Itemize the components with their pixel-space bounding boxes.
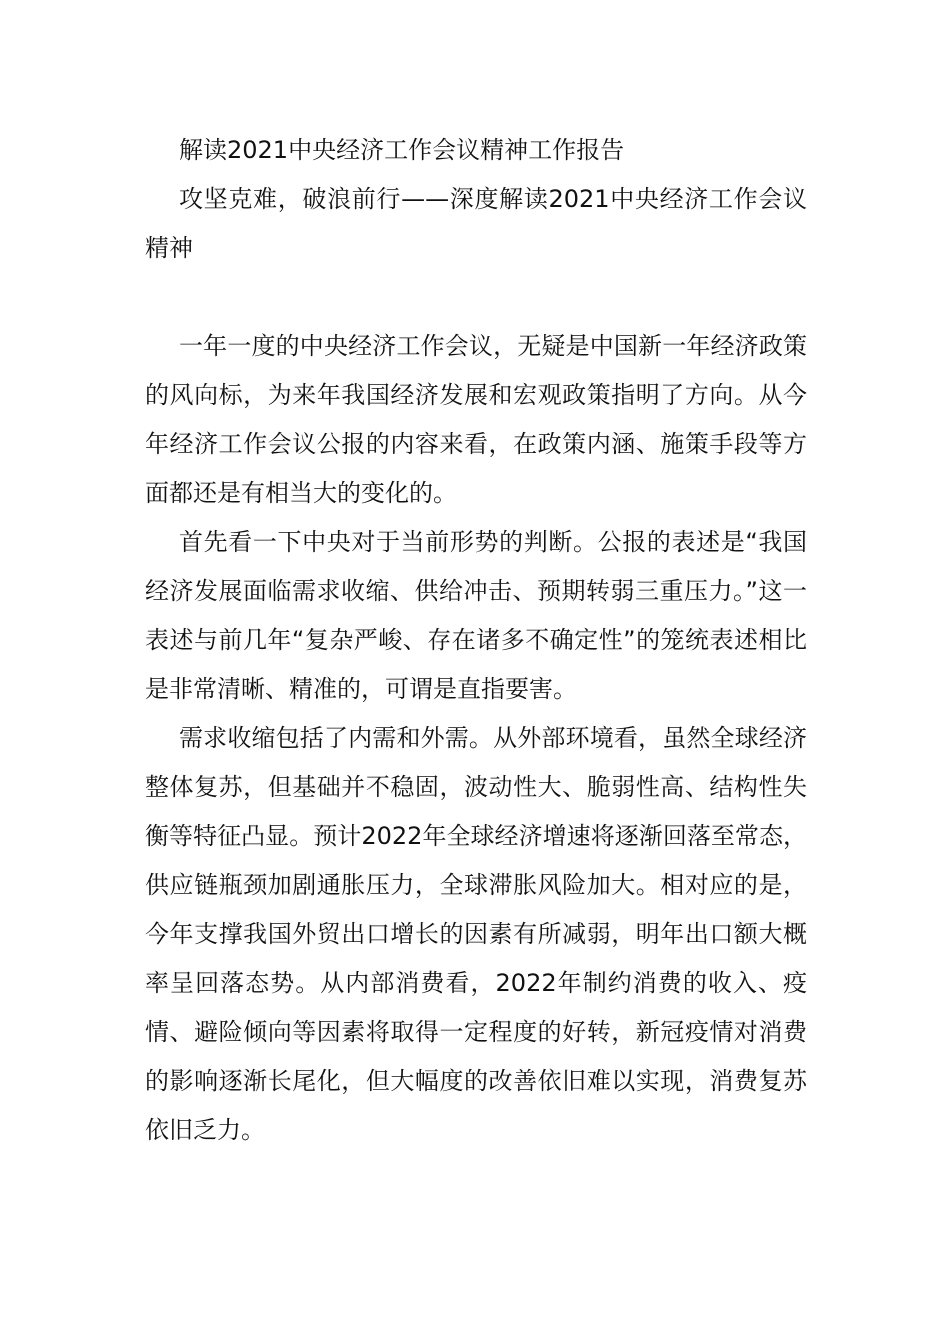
paragraph-intro: 一年一度的中央经济工作会议，无疑是中国新一年经济政策的风向标，为来年我国经济发展和宏观政策指明了方向。从今年经济工作会议公报的内容来看，在政策内涵、施策手段等方面都还是有相当大的变化的。 <box>145 332 807 507</box>
document-subtitle: 攻坚克难，破浪前行——深度解读2021中央经济工作会议精神 <box>145 185 807 262</box>
document-body <box>145 126 807 1155</box>
document-title: 解读2021中央经济工作会议精神工作报告 <box>179 136 625 164</box>
paragraph-situation: 首先看一下中央对于当前形势的判断。公报的表述是“我国经济发展面临需求收缩、供给冲击、预期转弱三重压力。”这一表述与前几年“复杂严峻、存在诸多不确定性”的笼统表述相比是非常清晰、精准的，可谓是直指要害。 <box>145 528 807 703</box>
blank-line <box>145 273 807 322</box>
paragraph-demand: 需求收缩包括了内需和外需。从外部环境看，虽然全球经济整体复苏，但基础并不稳固，波动性大、脆弱性高、结构性失衡等特征凸显。预计2022年全球经济增速将逐渐回落至常态，供应链瓶颈加剧通胀压力，全球滞胀风险加大。相对应的是，今年支撑我国外贸出口增长的因素有所减弱，明年出口额大概率呈回落态势。从内部消费看，2022年制约消费的收入、疫情、避险倾向等因素将取得一定程度的好转，新冠疫情对消费的影响逐渐长尾化，但大幅度的改善依旧难以实现，消费复苏依旧乏力。 <box>145 724 807 1144</box>
